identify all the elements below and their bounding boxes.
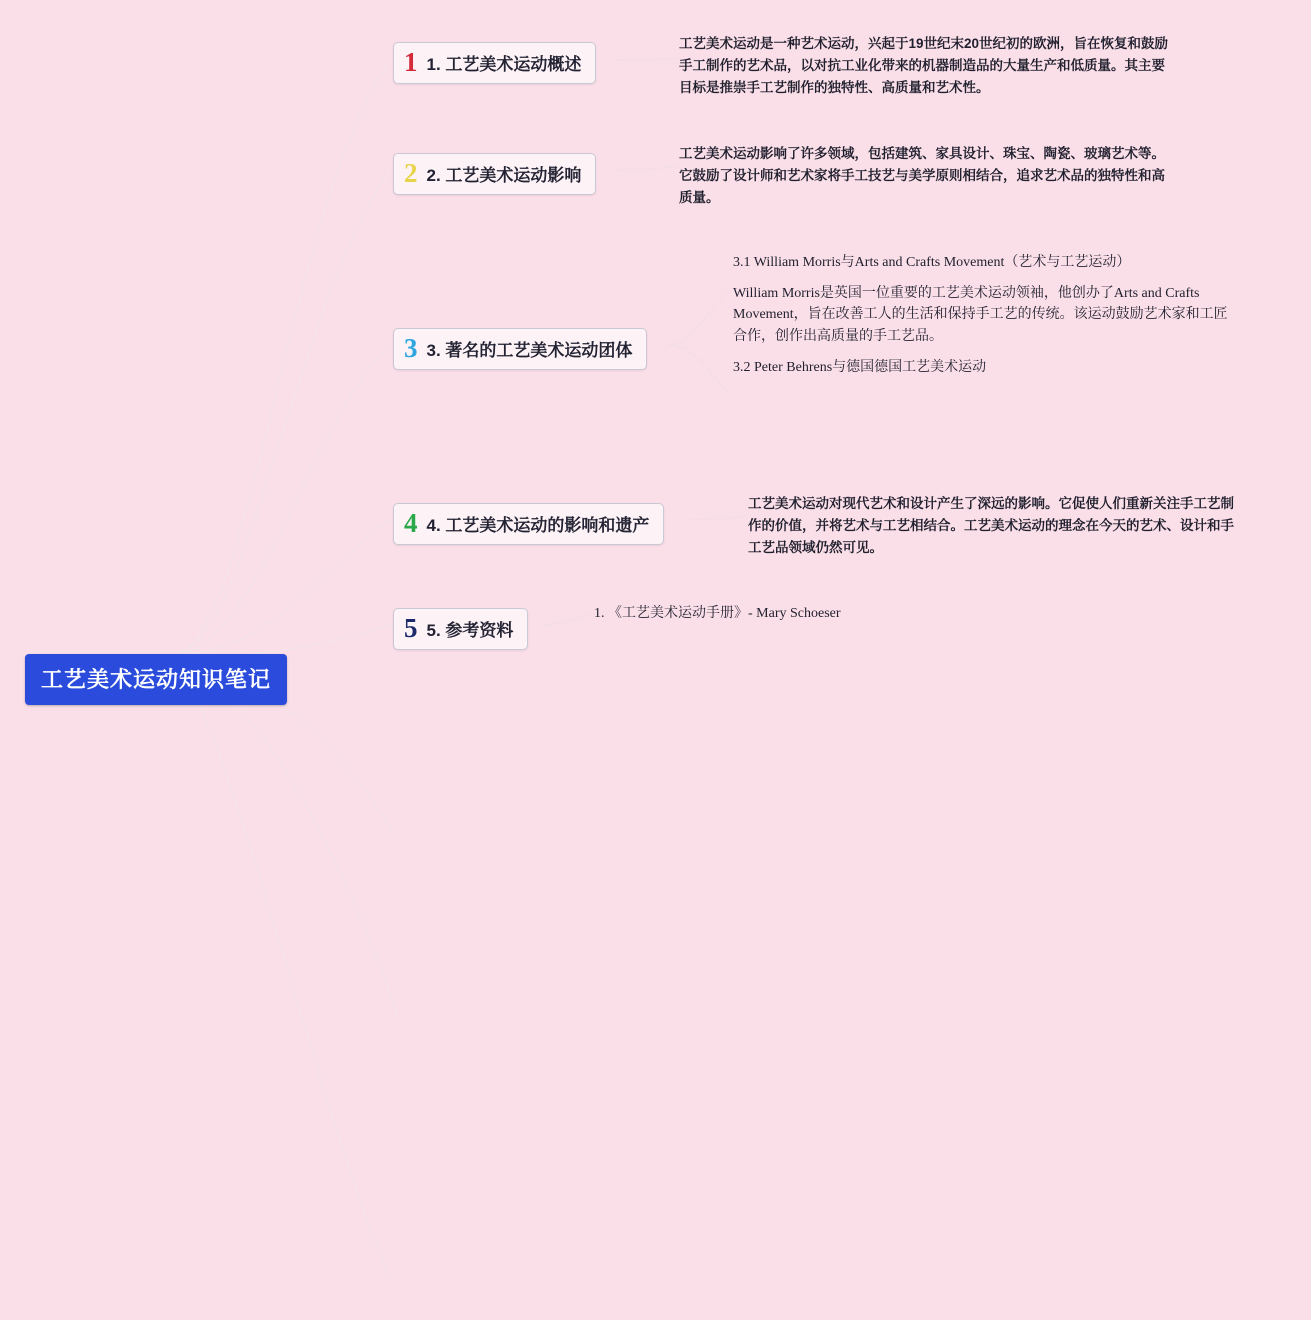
note-overview-text: 工艺美术运动是一种艺术运动，兴起于19世纪末20世纪初的欧洲，旨在恢复和鼓励手工制作的艺术品，以对抗工业化带来的机器制造品的大量生产和低质量。其主要目标是推崇手工艺制作的独特性、高质量和艺术性。 xyxy=(679,36,1169,95)
branch-number-3: 3 xyxy=(404,333,418,363)
note-groups-sub: 3.2 Peter Behrens与德国德国工艺美术运动 xyxy=(733,359,987,375)
root-node[interactable] xyxy=(25,654,287,705)
branch-number-2: 2 xyxy=(404,158,418,188)
note-groups xyxy=(733,252,1233,378)
note-references xyxy=(586,602,986,622)
note-groups-body: William Morris是英国一位重要的工艺美术运动领袖，他创办了Arts and Crafts Movement，旨在改善工人的生活和保持手工艺的传统。该运动鼓励艺术家和工匠合作，创作出高质量的手工艺品。 xyxy=(733,285,1228,345)
branch-label-3: 3. 著名的工艺美术运动团体 xyxy=(426,341,633,360)
branch-node-2[interactable] xyxy=(393,153,596,195)
branch-node-1[interactable] xyxy=(393,42,596,84)
note-influence xyxy=(679,143,1174,209)
branch-label-1: 1. 工艺美术运动概述 xyxy=(426,55,582,74)
branch-number-4: 4 xyxy=(404,508,418,538)
branch-label-2: 2. 工艺美术运动影响 xyxy=(426,166,582,185)
branch-number-5: 5 xyxy=(404,613,418,643)
note-groups-title: 3.1 William Morris与Arts and Crafts Movement（艺术与工艺运动） xyxy=(733,255,1131,270)
branch-node-5[interactable] xyxy=(393,608,528,650)
reference-item: 1. 《工艺美术运动手册》- Mary Schoeser xyxy=(608,602,986,622)
note-influence-text: 工艺美术运动影响了许多领域，包括建筑、家具设计、珠宝、陶瓷、玻璃艺术等。它鼓励了设计师和艺术家将手工技艺与美学原则相结合，追求艺术品的独特性和高质量。 xyxy=(679,146,1165,205)
note-overview xyxy=(679,33,1177,99)
branch-node-4[interactable] xyxy=(393,503,664,545)
branch-label-4: 4. 工艺美术运动的影响和遗产 xyxy=(426,516,650,535)
branch-number-1: 1 xyxy=(404,47,418,77)
root-node-label: 工艺美术运动知识笔记 xyxy=(41,667,272,692)
note-legacy-text: 工艺美术运动对现代艺术和设计产生了深远的影响。它促使人们重新关注手工艺制作的价值，并将艺术与工艺相结合。工艺美术运动的理念在今天的艺术、设计和手工艺品领域仍然可见。 xyxy=(748,496,1234,555)
branch-node-3[interactable] xyxy=(393,328,647,370)
note-legacy xyxy=(748,493,1242,559)
branch-label-5: 5. 参考资料 xyxy=(426,621,514,640)
